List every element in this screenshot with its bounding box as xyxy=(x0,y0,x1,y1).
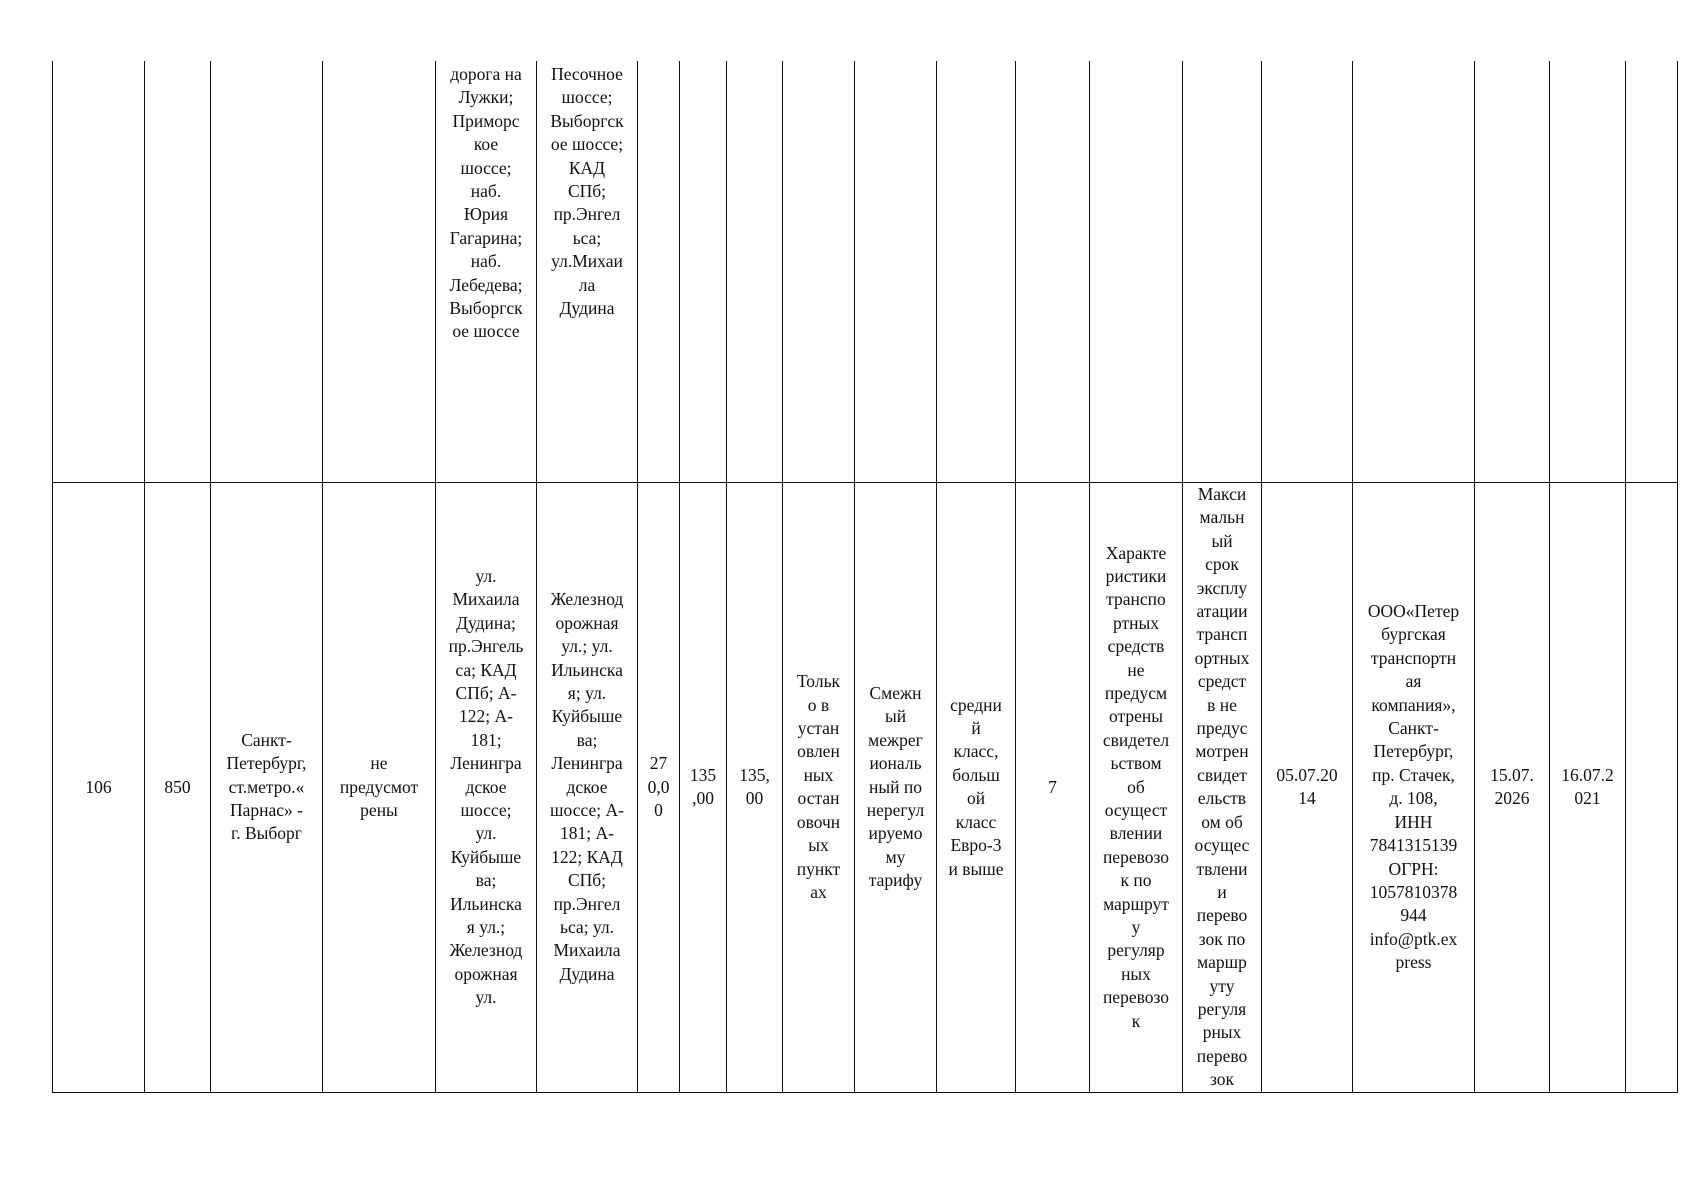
cell-certificate-end-date xyxy=(1475,61,1550,483)
cell-streets-forward xyxy=(436,61,537,483)
cell-streets-backward xyxy=(537,483,638,1093)
cell-length-forward xyxy=(680,483,727,1093)
cell-text: дорога на Лужки; Приморс кое шоссе; наб. Юрия Гагарина; наб. Лебедева; Выборгск ое шоссе xyxy=(449,64,523,342)
cell-text: не предусмот рены xyxy=(339,753,419,820)
cell-streets-backward xyxy=(537,61,638,483)
cell-carrier xyxy=(1353,61,1475,483)
cell-boarding-order xyxy=(783,61,855,483)
cell-text: средни й класс, больш ой класс Евро-3 и выше xyxy=(948,694,1004,879)
cell-certificate-issue-date xyxy=(1550,61,1626,483)
cell-text: 106 xyxy=(85,776,112,797)
cell-text xyxy=(1090,61,1182,63)
cell-streets-forward xyxy=(436,483,537,1093)
cell-text: Смежн ый межрег иональ ный по нерегул ируемо му тарифу xyxy=(866,682,925,891)
cell-text: 15.07. 2026 xyxy=(1490,764,1534,809)
cell-start-date xyxy=(1262,61,1353,483)
cell-text: Тольк о в устан овлен ных остан овочн ых пункт ах xyxy=(796,671,841,902)
cell-text xyxy=(1262,61,1352,63)
cell-text xyxy=(727,61,782,63)
cell-text: Санкт- Петербург, ст.метро.« Парнас» - г. Выборг xyxy=(226,729,307,844)
cell-text xyxy=(1353,61,1474,63)
cell-intermediate-stops xyxy=(323,61,436,483)
cell-intermediate-stops xyxy=(323,483,436,1093)
cell-text xyxy=(1016,61,1089,63)
cell-number xyxy=(53,61,145,483)
cell-route-number xyxy=(145,61,211,483)
cell-text xyxy=(783,61,854,63)
cell-text xyxy=(1475,61,1549,63)
cell-text xyxy=(145,61,210,63)
cell-text xyxy=(1550,61,1625,63)
cell-text: Макси мальн ый срок эксплу атации трансп ортных средст в не предус мотрен свидет ельств ом об осущес твлени и перево зок по маршр уту регуля рных перево зок xyxy=(1194,484,1250,1090)
cell-text xyxy=(855,61,936,63)
cell-max-service-life xyxy=(1183,483,1262,1093)
cell-text: Железнод орожная ул.; ул. Ильинска я; ул. Куйбыше ва; Ленингра дское шоссе; А- 181; А- 122; КАД СПб; пр.Энгел ьса; ул. Михаила Дудина xyxy=(550,589,624,984)
cell-text xyxy=(937,61,1015,63)
cell-number xyxy=(53,483,145,1093)
cell-vehicle-class xyxy=(937,61,1016,483)
cell-text xyxy=(53,61,144,63)
cell-text xyxy=(1626,61,1677,63)
cell-route-name xyxy=(211,483,323,1093)
cell-text: ул. Михаила Дудина; пр.Энгель са; КАД СПб; А- 122; А- 181; Ленингра дское шоссе; ул. Куйбыше ва; Ильинска я ул.; Железнод орожная ул. xyxy=(448,565,524,1008)
cell-start-date xyxy=(1262,483,1353,1093)
cell-carrier xyxy=(1353,483,1475,1093)
cell-text: 135, 00 xyxy=(739,764,770,809)
cell-text: ООО«Петер бургская транспортн ая компания», Санкт- Петербург, пр. Стачек, д. 108, ИНН 7841315139 ОГРН: 1057810378 944 info@ptk.ex press xyxy=(1367,601,1460,973)
cell-text xyxy=(680,61,726,63)
cell-length-total xyxy=(638,61,680,483)
continuation-row xyxy=(53,61,1678,483)
cell-length-forward xyxy=(680,61,727,483)
table-row xyxy=(53,483,1678,1093)
cell-text: Характе ристики транспо ртных средств не предусм отрены свидетел ьством об осущест влении перевозо к по маршрут у регуляр ных перевозо к xyxy=(1102,542,1170,1031)
cell-vehicle-characteristics xyxy=(1090,483,1183,1093)
cell-text xyxy=(323,61,435,63)
cell-boarding-order xyxy=(783,483,855,1093)
cell-vehicle-class xyxy=(937,483,1016,1093)
cell-text: Песочное шоссе; Выборгск ое шоссе; КАД СПб; пр.Энгел ьса; ул.Михаи ла Дудина xyxy=(550,64,624,319)
cell-length-backward xyxy=(727,61,783,483)
cell-route-name xyxy=(211,61,323,483)
cell-vehicle-count xyxy=(1016,483,1090,1093)
cell-text: 135 ,00 xyxy=(689,764,717,809)
cell-certificate-issue-date xyxy=(1550,483,1626,1093)
cell-text: 7 xyxy=(1048,776,1057,797)
cell-certificate-end-date xyxy=(1475,483,1550,1093)
cell-notes xyxy=(1626,483,1678,1093)
cell-vehicle-count xyxy=(1016,61,1090,483)
cell-text xyxy=(1183,61,1261,63)
cell-vehicle-characteristics xyxy=(1090,61,1183,483)
cell-length-backward xyxy=(727,483,783,1093)
cell-max-service-life xyxy=(1183,61,1262,483)
cell-text: 16.07.2 021 xyxy=(1561,764,1614,809)
cell-text xyxy=(638,61,679,63)
cell-route-type xyxy=(855,483,937,1093)
cell-text: 05.07.20 14 xyxy=(1276,764,1338,809)
route-registry-table xyxy=(52,61,1678,1093)
cell-notes xyxy=(1626,61,1678,483)
cell-route-type xyxy=(855,61,937,483)
cell-route-number xyxy=(145,483,211,1093)
cell-text: 850 xyxy=(164,776,191,797)
cell-text: 27 0,0 0 xyxy=(647,753,670,820)
cell-text xyxy=(211,61,322,63)
cell-length-total xyxy=(638,483,680,1093)
